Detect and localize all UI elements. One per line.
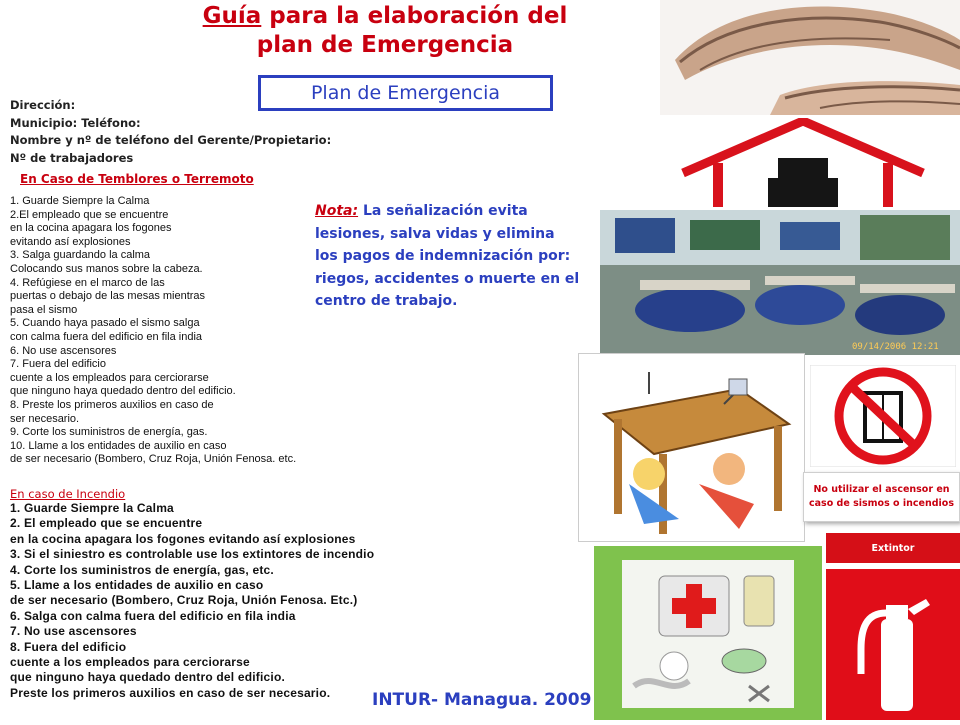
fire-line: de ser necesario (Bombero, Cruz Roja, Unión Fenosa. Etc.) [10,593,358,608]
earthquake-line: de ser necesario (Bombero, Cruz Roja, Unión Fenosa. etc. [10,453,297,466]
fire-line: que ninguno haya quedado dentro del edificio. [10,670,286,685]
fire-line: 1. Guarde Siempre la Calma [10,501,174,515]
fire-line: 8. Fuera del edificio [10,639,127,654]
kids-under-table-cartoon [578,353,805,542]
fire-section-title: En caso de Incendio [10,487,126,501]
fire-line: 6. Salga con calma fuera del edificio en fila india [10,608,296,623]
info-municipality: Municipio: Teléfono: [10,115,141,130]
safe-house-icon [678,118,928,210]
info-workers: Nº de trabajadores [10,150,134,165]
earthquake-line: que ninguno haya quedado dentro del edificio. [10,385,236,398]
hands-protection-image [660,0,960,115]
earthquake-line: 5. Cuando haya pasado el sismo salga [10,317,200,330]
earthquake-line: 8. Preste los primeros auxilios en caso de [10,398,214,411]
earthquake-line: 6. No use ascensores [10,344,117,357]
earthquake-line: 7. Fuera del edificio [10,358,106,371]
first-aid-kit-image [594,546,822,720]
earthquake-line: pasa el sismo [10,303,78,316]
fire-line: 3. Si el siniestro es controlable use los extintores de incendio [10,547,375,562]
earthquake-line: 1. Guarde Siempre la Calma [10,195,150,207]
earthquake-line: 10. Llame a los entidades de auxilio en caso [10,439,227,452]
fire-line: Preste los primeros auxilios en caso de ser necesario. [10,685,331,700]
elevator-caption-line2: caso de sismos o incendios [809,498,954,509]
note-block [315,200,580,313]
info-address: Dirección: [10,98,76,112]
earthquake-line: con calma fuera del edificio en fila india [10,330,203,343]
fire-line: 5. Llame a los entidades de auxilio en caso [10,578,264,593]
earthquake-line: 3. Salga guardando la calma [10,249,151,262]
earthquake-line: en la cocina apagara los fogones [10,222,172,235]
plan-box: Plan de Emergencia [258,75,553,111]
footer-credit: INTUR- Managua. 2009 [372,690,592,710]
no-elevator-sign [810,365,956,467]
note-label: Nota: [315,203,359,219]
title-underlined-word: Guía [202,3,262,29]
info-manager: Nombre y nº de teléfono del Gerente/Propietario: [10,133,332,147]
fire-line: en la cocina apagara los fogones evitando así explosiones [10,531,356,546]
title-line2: plan de Emergencia [256,32,514,58]
photo-timestamp: 09/14/2006 12:21 [852,342,939,352]
fire-line: 4. Corte los suministros de energía, gas, etc. [10,562,274,577]
extinguisher-label: Extintor [826,533,960,563]
earthquake-list [10,195,296,467]
earthquake-section-title: En Caso de Temblores o Terremoto [20,172,254,186]
earthquake-line: Colocando sus manos sobre la cabeza. [10,262,203,275]
fire-extinguisher-icon [826,569,960,720]
page-title [150,2,620,60]
note-text: La señalización evita lesiones, salva vidas y elimina los pagos de indemnización por: riegos, accidentes o muerte en el centro de trabajo. [315,203,580,309]
classroom-drill-photo [600,210,960,355]
earthquake-line: 4. Refúgiese en el marco de las [10,276,165,289]
earthquake-line: puertas o debajo de las mesas mientras [10,290,206,303]
fire-line: 7. No use ascensores [10,624,137,639]
fire-line: cuente a los empleados para cerciorarse [10,655,250,670]
earthquake-line: evitando así explosiones [10,235,131,248]
fire-list [10,501,374,701]
earthquake-line: 9. Corte los suministros de energía, gas. [10,426,208,439]
elevator-caption [803,472,960,522]
title-line1-rest: para la elaboración del [261,3,568,29]
earthquake-line: 2.El empleado que se encuentre [10,208,169,221]
fire-line: 2. El empleado que se encuentre [10,516,203,531]
earthquake-line: cuente a los empleados para cerciorarse [10,371,209,384]
info-block [10,97,331,167]
earthquake-line: ser necesario. [10,412,80,425]
elevator-caption-line1: No utilizar el ascensor en [813,484,950,495]
